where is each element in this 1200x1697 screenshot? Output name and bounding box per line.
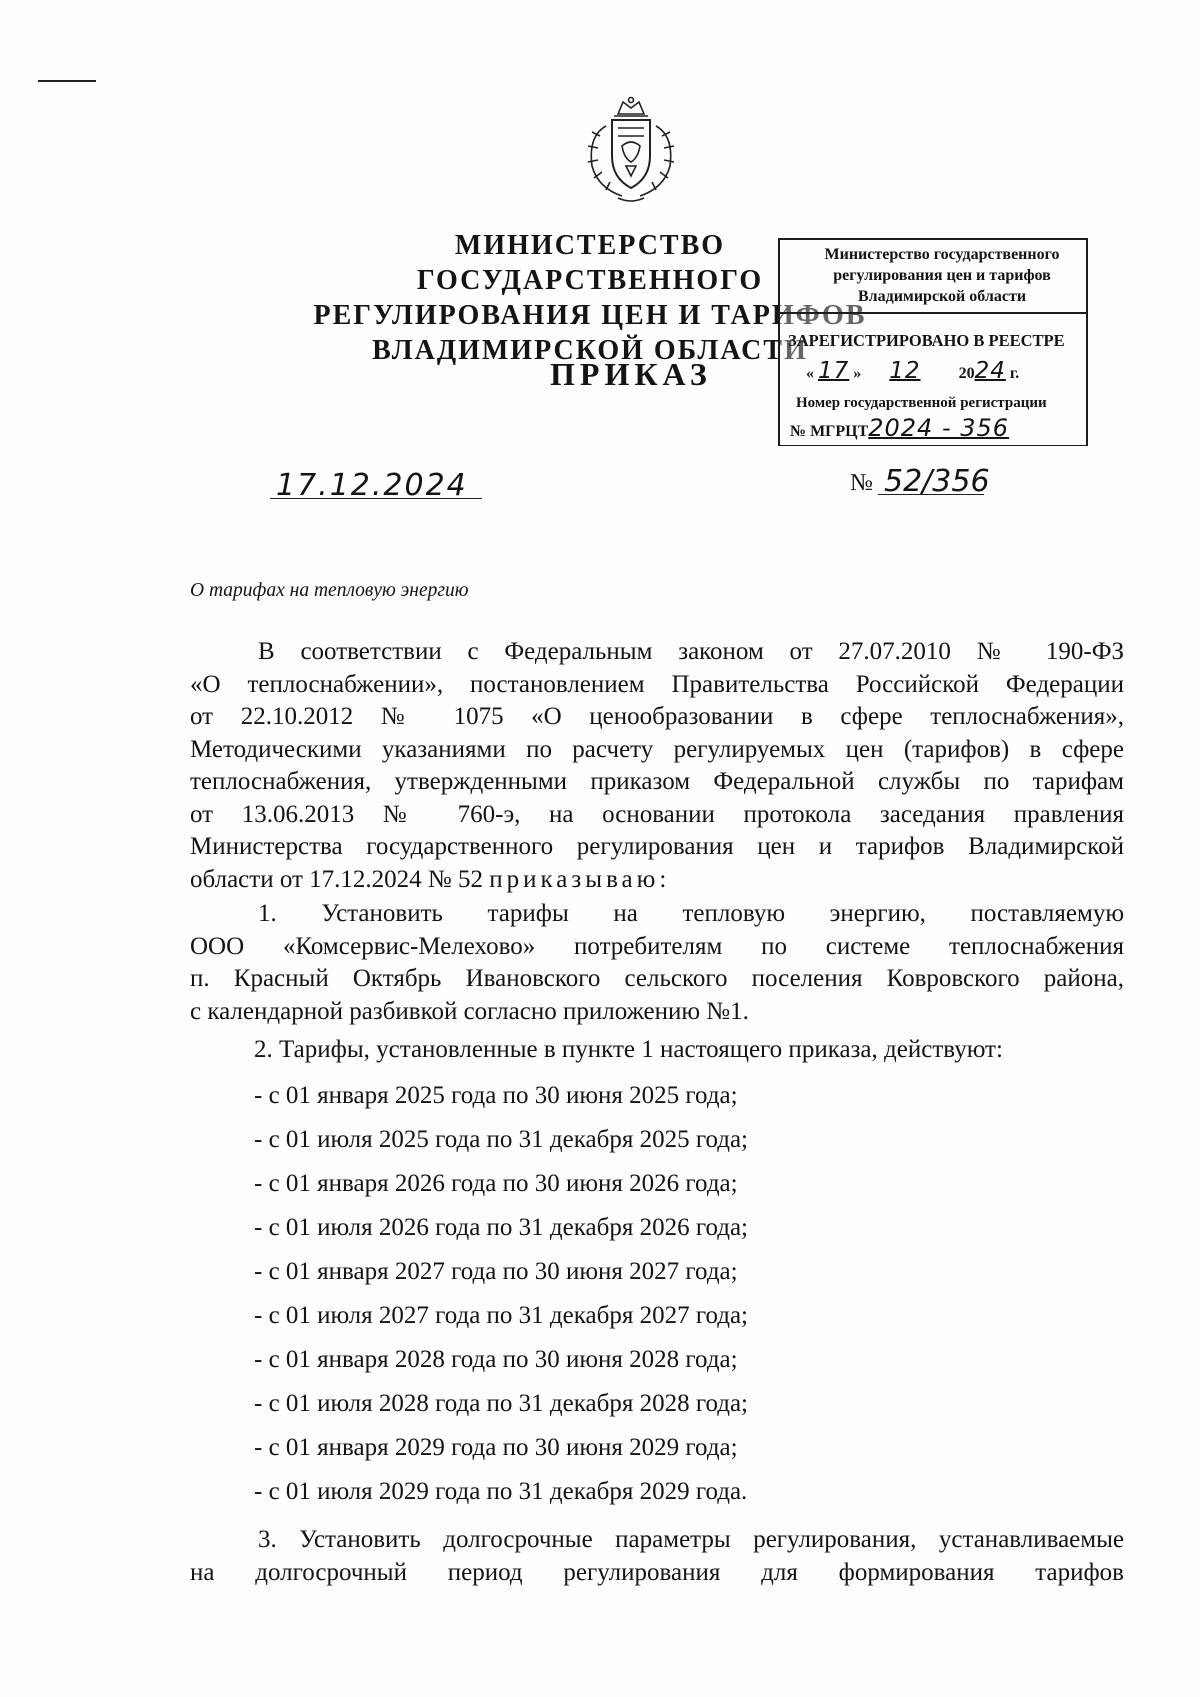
stamp-org-line-2: регулирования цен и тарифов	[833, 267, 1051, 284]
item-3-line: на долгосрочный период регулирования для формирования тарифов	[190, 1558, 1124, 1586]
preamble-line: «О теплоснабжении», постановлением Правительства Российской Федерации	[190, 670, 1124, 698]
stamp-date-month: 12	[889, 358, 921, 384]
preamble-line: В соответствии с Федеральным законом от 27.07.2010 № 190-ФЗ	[258, 638, 1124, 665]
period-item: - с 01 января 2027 года по 30 июня 2027 года;	[254, 1258, 738, 1285]
item-1-paragraph	[190, 898, 1124, 1028]
coat-of-arms-icon	[578, 96, 684, 206]
period-item: - с 01 июля 2029 года по 31 декабря 2029 года.	[254, 1478, 748, 1505]
stamp-date-year-prefix: 20	[958, 365, 975, 382]
period-item: - с 01 января 2026 года по 30 июня 2026 года;	[254, 1170, 738, 1197]
item-1-line: п. Красный Октябрь Ивановского сельского поселения Ковровского района,	[190, 965, 1124, 992]
item-3-paragraph	[190, 1524, 1124, 1589]
period-item: - с 01 июля 2027 года по 31 декабря 2027 года;	[254, 1302, 749, 1329]
stamp-org-line-3: Владимирской области	[857, 288, 1027, 305]
preamble-line: от 13.06.2013 № 760-э, на основании протокола заседания правления	[190, 800, 1124, 828]
preamble-line-last	[190, 864, 1124, 897]
stamp-organization	[802, 244, 1082, 307]
stamp-registered-label: ЗАРЕГИСТРИРОВАНО В РЕЕСТРЕ	[788, 331, 1065, 350]
order-keyword: приказываю:	[489, 865, 671, 893]
period-item: - с 01 января 2028 года по 30 июня 2028 года;	[254, 1346, 738, 1373]
item-1-line: ООО «Комсервис-Мелехово» потребителям по системе теплоснабжения	[190, 932, 1124, 960]
item-1-line: с календарной разбивкой согласно приложению №1.	[190, 997, 749, 1025]
stamp-number-label: Номер государственной регистрации	[796, 395, 1047, 411]
stamp-reg-number: 2024 - 356	[868, 414, 1010, 442]
order-date-underline	[270, 498, 482, 499]
order-number: 52/356	[884, 464, 990, 499]
order-number-underline	[878, 494, 984, 495]
stamp-reg-prefix: № МГРЦТ	[790, 423, 869, 440]
period-item: - с 01 июля 2025 года по 31 декабря 2025 года;	[254, 1126, 749, 1153]
registration-stamp	[778, 238, 1088, 446]
stamp-date-day: 17	[818, 358, 850, 384]
stamp-date	[806, 358, 1019, 384]
period-item: - с 01 января 2025 года по 30 июня 2025 года;	[254, 1082, 738, 1109]
stamp-registration-number	[790, 414, 1009, 442]
preamble-line: Методическими указаниями по расчету регулируемых цен (тарифов) в сфере	[190, 735, 1124, 763]
stamp-date-suffix: г.	[1009, 365, 1020, 382]
stamp-date-year: 24	[974, 358, 1006, 384]
stamp-divider	[780, 312, 1086, 314]
preamble-last-text: области от 17.12.2024 № 52	[190, 865, 484, 893]
preamble-line: теплоснабжения, утвержденными приказом Федеральной службы по тарифам	[190, 768, 1124, 795]
ministry-line-3: ВЛАДИМИРСКОЙ ОБЛАСТИ	[372, 335, 808, 366]
item-2-text: 2. Тарифы, установленные в пункте 1 настоящего приказа, действуют:	[254, 1036, 1003, 1063]
stamp-date-mid: »	[853, 365, 862, 382]
ministry-line-1: МИНИСТЕРСТВО ГОСУДАРСТВЕННОГО	[416, 230, 764, 296]
top-margin-line	[38, 80, 96, 82]
order-number-label: №	[850, 470, 873, 496]
preamble-line: от 22.10.2012 № 1075 «О ценообразовании в сфере теплоснабжения»,	[190, 703, 1124, 730]
order-subject: О тарифах на тепловую энергию	[190, 580, 469, 601]
stamp-date-open: «	[806, 365, 814, 382]
stamp-org-line-1: Министерство государственного	[824, 246, 1060, 263]
preamble-line: Министерства государственного регулирования цен и тарифов Владимирской	[190, 833, 1124, 860]
item-3-line: 3. Установить долгосрочные параметры регулирования, устанавливаемые	[258, 1526, 1124, 1553]
period-item: - с 01 июля 2026 года по 31 декабря 2026 года;	[254, 1214, 749, 1241]
item-1-line: 1. Установить тарифы на тепловую энергию, поставляемую	[258, 900, 1124, 927]
order-date: 17.12.2024	[276, 468, 468, 503]
period-item: - с 01 июля 2028 года по 31 декабря 2028 года;	[254, 1390, 749, 1417]
period-item: - с 01 января 2029 года по 30 июня 2029 года;	[254, 1434, 738, 1461]
preamble-paragraph	[190, 636, 1124, 896]
ministry-line-2: РЕГУЛИРОВАНИЯ ЦЕН И ТАРИФОВ	[313, 300, 867, 331]
order-title: ПРИКАЗ	[550, 356, 712, 392]
